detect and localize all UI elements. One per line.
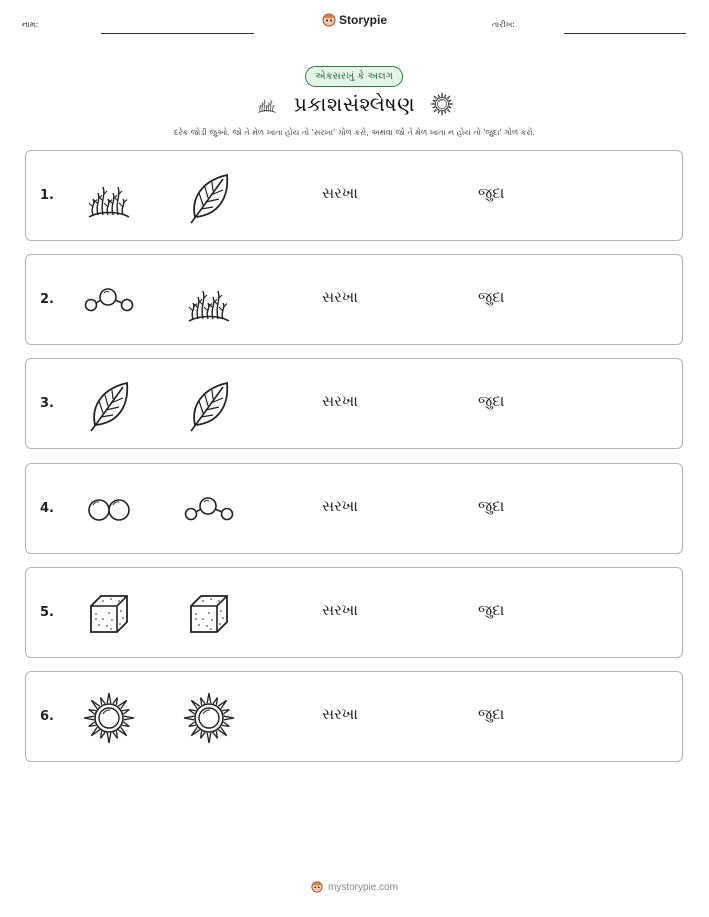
coral-icon [181,273,237,329]
leaf-icon [81,377,137,433]
question-number: 4. [40,500,54,516]
date-field-line[interactable] [564,33,686,34]
option-different[interactable]: જુદા [478,184,505,202]
storypie-mascot-icon [322,13,336,27]
brand-name: Storypie [339,13,388,27]
option-same[interactable]: સરખા [322,600,358,619]
molecule-icon [81,273,137,329]
topic-badge: એકસરખું કે અલગ [305,66,403,87]
question-number: 6. [40,709,54,724]
name-label: નામ: [22,20,39,29]
question-row [25,150,683,241]
option-same[interactable]: સરખા [322,392,358,411]
sugar-cube-icon [81,586,137,642]
option-same[interactable]: સરખા [322,496,358,515]
name-field-line[interactable] [101,33,254,34]
footer-url: mystorypie.com [327,881,398,893]
coral-icon [254,92,280,116]
question-row [25,254,683,345]
question-row [25,671,683,762]
sun-icon [181,690,237,746]
sun-icon [429,91,455,117]
option-same[interactable]: સરખા [322,705,358,723]
date-label: તારીખ: [492,20,515,29]
molecule-icon [181,482,237,538]
instructions: દરેક જોડી જુઓ. જો તે મેળ ખાતા હોય તો 'સરખા' ગોળ કરો, અથવા જો તે મેળ ખાતા ન હોય તો 'જુદા' ગોળ કરો. [173,128,536,137]
question-number: 2. [40,292,54,308]
page-title: પ્રકાશસંશ્લેષણ [293,92,416,116]
option-same[interactable]: સરખા [322,288,358,307]
option-different[interactable]: જુદા [478,496,505,515]
leaf-icon [181,169,237,225]
question-row [25,567,683,658]
question-number: 3. [40,396,54,412]
option-different[interactable]: જુદા [478,288,505,307]
brand-logo [322,13,387,27]
question-row [25,463,683,554]
sun-icon [81,690,137,746]
leaf-icon [181,377,237,433]
question-number: 1. [40,188,54,203]
bubbles-icon [81,482,137,538]
option-same[interactable]: સરખા [322,184,358,202]
sugar-cube-icon [181,586,237,642]
footer [0,881,709,893]
option-different[interactable]: જુદા [478,705,505,723]
storypie-mascot-icon [311,881,323,893]
coral-icon [81,169,137,225]
question-row [25,358,683,449]
question-number: 5. [40,604,54,620]
option-different[interactable]: જુદા [478,600,505,619]
option-different[interactable]: જુદા [478,392,505,411]
title-row [0,91,709,117]
